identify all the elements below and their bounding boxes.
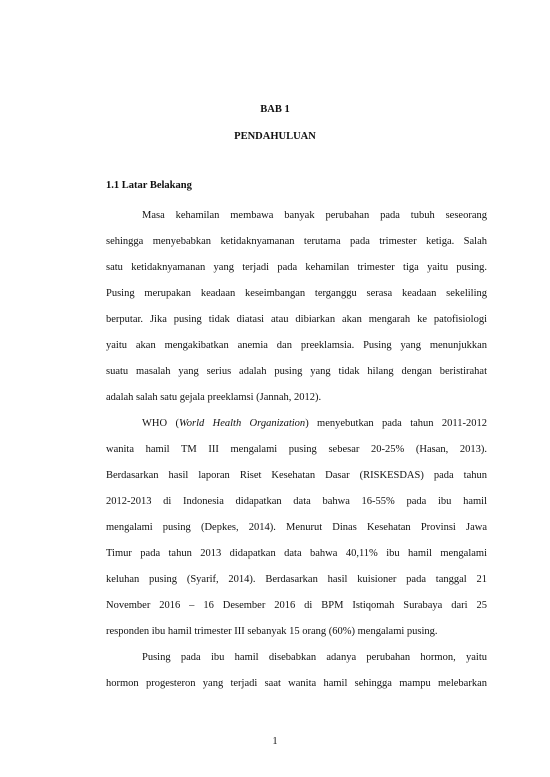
page-number: 1	[272, 736, 278, 747]
paragraph-line: suatu masalah yang serius adalah pusing yang tidak hilang dengan beristirahat	[106, 366, 487, 377]
italic-term: World Health Organization	[178, 418, 306, 429]
paragraph-line: adalah salah satu gejala preeklamsi (Jannah, 2012).	[106, 392, 322, 403]
section-title: 1.1 Latar Belakang	[106, 180, 192, 191]
paragraph-line: yaitu akan mengakibatkan anemia dan preeklamsia. Pusing yang menunjukkan	[106, 340, 487, 351]
paragraph-line: berputar. Jika pusing tidak diatasi atau dibiarkan akan mengarah ke patofisiologi	[106, 314, 487, 325]
paragraph-line: responden ibu hamil trimester III sebanyak 15 orang (60%) mengalami pusing.	[106, 626, 438, 637]
chapter-number: BAB 1	[260, 104, 290, 115]
paragraph-line: hormon progesteron yang terjadi saat wanita hamil sehingga mampu melebarkan	[106, 678, 487, 689]
paragraph-line: Masa kehamilan membawa banyak perubahan pada tubuh seseorang	[142, 210, 487, 221]
paragraph-line: satu ketidaknyamanan yang terjadi pada kehamilan trimester tiga yaitu pusing.	[106, 262, 487, 273]
text-run: WHO (	[142, 418, 179, 429]
paragraph-line: wanita hamil TM III mengalami pusing sebesar 20-25% (Hasan, 2013).	[106, 444, 487, 455]
paragraph-line: keluhan pusing (Syarif, 2014). Berdasarkan hasil kuisioner pada tanggal 21	[106, 574, 487, 585]
paragraph-line: sehingga menyebabkan ketidaknyamanan terutama pada trimester ketiga. Salah	[106, 236, 487, 247]
paragraph-line: November 2016 – 16 Desember 2016 di BPM Istiqomah Surabaya dari 25	[106, 600, 487, 611]
paragraph-line: Timur pada tahun 2013 didapatkan data bahwa 40,11% ibu hamil mengalami	[106, 548, 487, 559]
paragraph-line: mengalami pusing (Depkes, 2014). Menurut Dinas Kesehatan Provinsi Jawa	[106, 522, 487, 533]
chapter-title: PENDAHULUAN	[234, 131, 316, 142]
text-run: ) menyebutkan pada tahun 2011-2012	[305, 418, 487, 429]
paragraph-line: 2012-2013 di Indonesia didapatkan data bahwa 16-55% pada ibu hamil	[106, 496, 487, 507]
paragraph-line: Pusing pada ibu hamil disebabkan adanya perubahan hormon, yaitu	[142, 652, 487, 663]
paragraph-line: Berdasarkan hasil laporan Riset Kesehatan Dasar (RISKESDAS) pada tahun	[106, 470, 487, 481]
paragraph-line	[142, 418, 487, 429]
paragraph-line: Pusing merupakan keadaan keseimbangan terganggu serasa keadaan sekeliling	[106, 288, 487, 299]
